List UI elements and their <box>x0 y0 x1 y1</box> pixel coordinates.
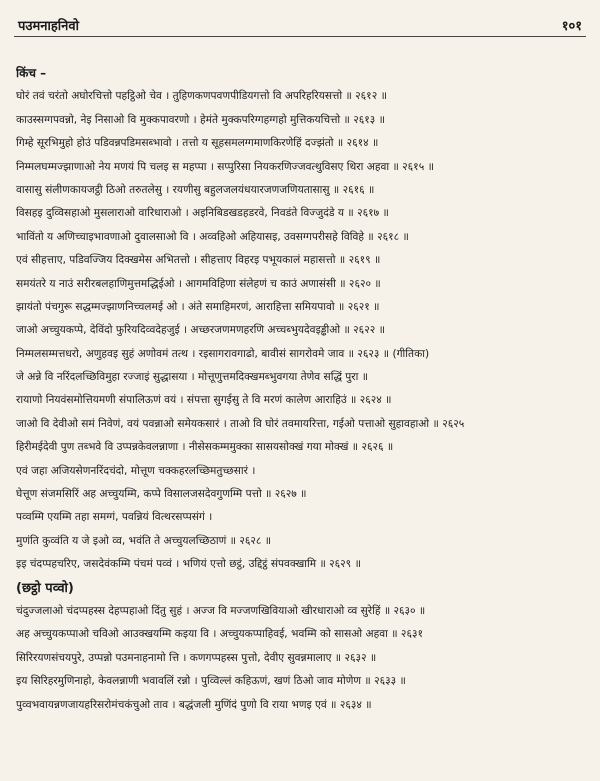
running-head: पउमनाहनिवो <box>18 19 79 34</box>
verse-line: समयंतरे य नाउं सरीरबलहाणिमुत्तमद्धिईओ । आगमविहिणा संलेहणं च काउं अणासंसी ॥ २६२० ॥ <box>16 277 381 290</box>
verse-line: काउस्सग्गपवन्नो, नेइ निसाओ वि मुक्कपावरणो । हेमंते मुक्कपरिग्गहग्गहो मुत्तिकयचित्तो ॥ २६१३ ॥ <box>16 113 385 126</box>
verse-line: घेत्तूण संजमसिरिं अह अच्चुयम्मि, कप्पे विसालजसदेवगुणम्मि पत्तो ॥ २६२७ ॥ <box>16 488 307 501</box>
verse-line: इइ चंदप्पहचरिए, जसदेवंकम्मि पंचमं पव्वं । भणियं एत्तो छट्ठं, उद्दिट्ठं संपवक्खामि ॥ २६२९ ॥ <box>16 558 361 571</box>
verse-line: जाओ अच्चुयकप्पे, देविंदो फुरियदिव्वदेहजुई । अच्छरजणमणहरणि अच्चब्भुयदेवइड्ढीओ ॥ २६२२ ॥ <box>16 324 385 337</box>
verse-line: झायंतो पंचगुरू सद्धम्मज्झाणनिच्चलमई ओ । अंते समाहिमरणं, आराहित्ता समियपावो ॥ २६२१ ॥ <box>16 300 380 313</box>
verse-line: चंदुज्जलाओ चंदप्पहस्स देहप्पहाओ दिंतु सुहं । अज्ज वि मज्जणखिवियाओ खीरधाराओ व्व सुरेहिं ॥ २६३० ॥ <box>16 604 426 617</box>
verse-line: वासासु संलीणकायजट्ठी ठिओ तरुतलेसु । रयणीसु बहुलजलयंधयारजणजणियतासासु ॥ २६१६ ॥ <box>16 183 375 196</box>
verse-line: निम्मलघम्मज्झाणाओ नेय मणयं पि चलइ स महप्पा । सप्पुरिसा नियकरणिज्जवत्थुविसए थिरा अहवा ॥ २६१५ ॥ <box>16 160 434 173</box>
verse-line: सिरिरयणसंचयपुरे, उप्पन्नो पउमनाहनामो त्ति । कणगप्पहस्स पुत्तो, देवीए सुवन्नमालाए ॥ २६३२ ॥ <box>16 651 377 664</box>
verse-line: एवं जहा अजियसेणनरिंदचंदो, मोत्तूण चक्कहरलच्छिमतुच्छसारं । <box>16 464 256 477</box>
verse-line: अह अच्चुयकप्पाओ चविओ आउक्खयम्मि कइया वि । अच्चुयकप्पाहिवई, भवम्मि को सासओ अहवा ॥ २६३१ <box>16 628 423 641</box>
verse-line: मुणंति कुव्वंति य जे इओ व्व, भवंति ते अच्चुयलच्छिठाणं ॥ २६२८ ॥ <box>16 534 272 547</box>
verse-line: इय सिरिहरमुणिनाहो, केवलन्नाणी भवावलिं रन्नो । पुव्विल्लं कहिऊणं, खणं ठिओ जाव मोणेण ॥ २६३३ ॥ <box>16 675 406 688</box>
verse-line: घोरं तवं चरंतो अघोरचित्तो पहट्ठिओ चेव । तुहिणकणपवणपीडियगत्तो वि अपरिहरियसत्तो ॥ २६१२ ॥ <box>16 90 387 103</box>
verse-line: गिम्हे सूरभिमुहो होउं पडिवन्नपडिमसब्भावो । तत्तो य सूहसमलग्गमाणकिरणेहिं दज्झंतो ॥ २६१४ ॥ <box>16 137 379 150</box>
verse-intro: किंच – <box>16 66 47 80</box>
verse-line: निम्मलसम्मत्तधरो, अणुहवइ सुहं अणोवमं तत्थ । रइसागरावगाढो, बावीसं सागरोवमे जाव ॥ २६२३ ॥ (गीतिका) <box>16 347 430 360</box>
verse-line: विसहइ दुव्विसहाओ मुसलाराओ वारिधाराओ । अइनिबिडखडहडरवे, निवडंते विज्जुदंडे य ॥ २६१७ ॥ <box>16 207 389 220</box>
verse-line: जाओ वि देवीओ समं निवेणं, वयं पवन्नाओ समेयकसारं । ताओ वि घोरं तवमायरित्ता, गईओ पत्ताओ सुहावहाओ ॥ २६२५ <box>16 417 465 430</box>
verse-line: जे अन्ने वि नरिंदलच्छिविमुहा रज्जाइं सुद्धासया । मोत्तूणुत्तमदिक्खमब्भुवगया तेणेव सद्धिं पुरा ॥ <box>16 371 369 384</box>
verse-line: भाविंतो य अणिच्चाइभावणाओ दुवालसाओ वि । अव्वहिओ अहियासइ, उवसग्गपरीसहे विविहे ॥ २६१८ ॥ <box>16 230 409 243</box>
verse-line: एवं सीहत्ताए, पडिवज्जिय दिक्खमेस अभितत्तो । सीहत्ताए विहरइ पभूयकालं महासत्तो ॥ २६१९ ॥ <box>16 254 381 267</box>
text-body <box>16 62 588 717</box>
page-number: १०१ <box>561 19 582 34</box>
section-heading: (छट्ठो पव्वो) <box>16 580 74 596</box>
page-header <box>14 14 586 37</box>
verse-line: रायाणो नियवंसमोत्तियमणी संपालिऊणं वयं । संपत्ता सुगईसु ते वि मरणं कालेण आराहिउं ॥ २६२४ ॥ <box>16 394 392 407</box>
verse-line: हिरीमईदेवी पुण तब्भवे वि उप्पन्नकेवलन्नाणा । नीसेसकम्ममुक्का सासयसोक्खं गया मोक्खं ॥ २६२६ ॥ <box>16 441 394 454</box>
verse-line: पुव्वभवायन्नणजायहरिसरोमंचकंचुओ ताव । बद्धंजली मुणिंदं पुणो वि राया भणइ एवं ॥ २६३४ ॥ <box>16 698 372 711</box>
verse-line: पव्वम्मि एयम्मि तहा समग्गं, पवन्नियं वित्थरसप्पसंगं । <box>16 511 213 524</box>
